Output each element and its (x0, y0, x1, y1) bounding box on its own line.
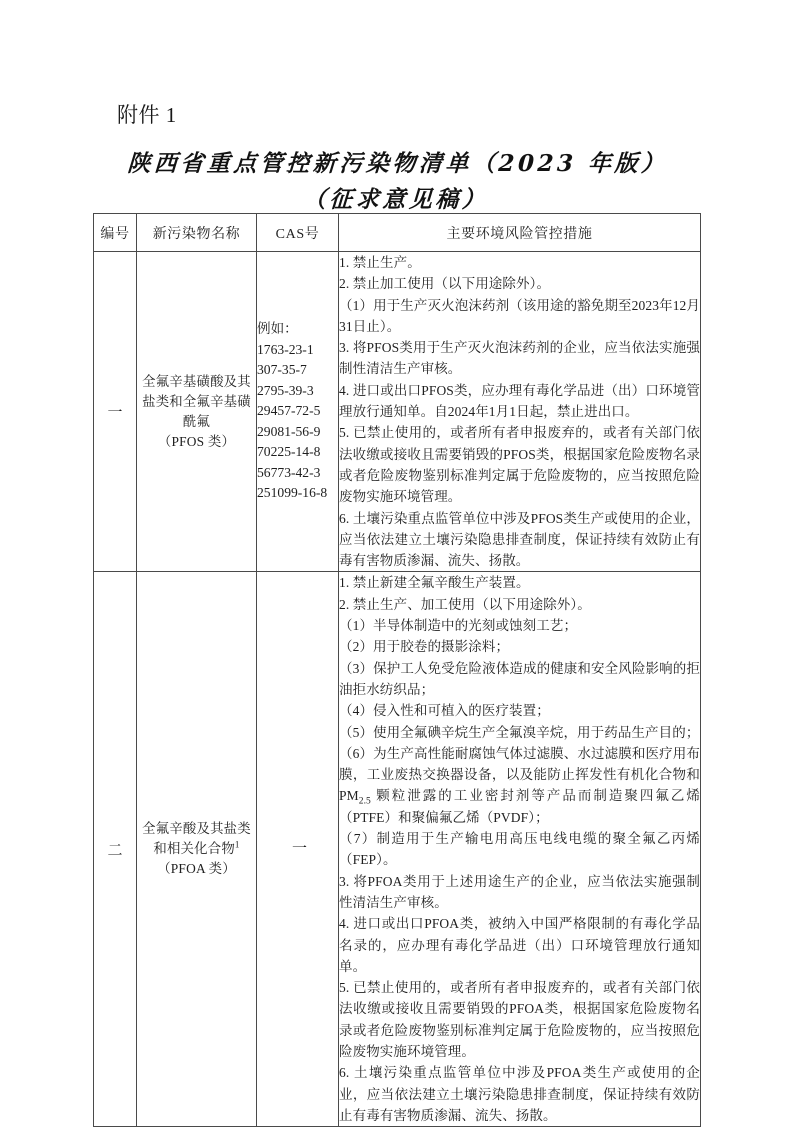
row-index-cell: 二 (94, 572, 137, 1127)
control-measure-item: 6. 土壤污染重点监管单位中涉及PFOS类生产或使用的企业，应当依法建立土壤污染隐患排查制度，保证持续有效防止有毒有害物质渗漏、流失、扬散。 (339, 510, 700, 569)
table-row (94, 252, 701, 572)
column-header-name: 新污染物名称 (137, 214, 257, 252)
pollutant-name-cell (137, 572, 257, 1127)
control-measure-item: （1）半导体制造中的光刻或蚀刻工艺； (339, 618, 578, 634)
control-measures-cell (339, 252, 701, 572)
pollutant-name-text: 全氟辛基磺酸及其盐类和全氟辛基磺酰氟 (142, 373, 251, 429)
cas-number: 307-35-7 (257, 362, 307, 378)
control-measure-item: 1. 禁止新建全氟辛酸生产装置。 (339, 575, 530, 591)
control-measure-item: 6. 土壤污染重点监管单位中涉及PFOA类生产或使用的企业，应当依法建立土壤污染隐患排查制度，保证持续有效防止有毒有害物质渗漏、流失、扬散。 (339, 1065, 700, 1123)
control-measure-item: （3）保护工人免受危险液体造成的健康和安全风险影响的拒油拒水纺织品； (339, 660, 700, 697)
footnote-marker: 1 (234, 839, 240, 850)
column-header-cas: CAS号 (257, 214, 339, 252)
control-measure-item: 3. 将PFOS类用于生产灭火泡沫药剂的企业，应当依法实施强制性清洁生产审核。 (339, 340, 700, 377)
cas-number: 29081-56-9 (257, 423, 321, 439)
table-body (94, 252, 701, 1127)
control-measure-item: 2. 禁止生产、加工使用（以下用途除外）。 (339, 596, 591, 612)
row-index-cell: 一 (94, 252, 137, 572)
cas-number: 29457-72-5 (257, 403, 321, 419)
control-measure-item: （2）用于胶卷的摄影涂料； (339, 639, 510, 655)
pm-subscript: 2.5 (358, 797, 371, 808)
control-measure-item: （4）侵入性和可植入的医疗装置； (339, 703, 550, 719)
pollutant-table-container (93, 213, 700, 1127)
control-measure-item: 4. 进口或出口PFOS类，应办理有毒化学品进（出）口环境管理放行通知单。自2024年1月1日起，禁止进出口。 (339, 382, 700, 420)
pollutant-abbreviation: （PFOS 类） (157, 433, 236, 449)
pollutant-abbreviation: （PFOA 类） (157, 861, 236, 877)
table-row (94, 572, 701, 1127)
column-header-measures: 主要环境风险管控措施 (339, 214, 701, 252)
cas-number: 251099-16-8 (257, 485, 328, 501)
control-measure-item: 1. 禁止生产。 (339, 255, 421, 270)
column-header-no: 编号 (94, 214, 137, 252)
cas-label: 例如： (257, 321, 298, 337)
page-title-line1: 陕西省重点管控新污染物清单（2023 年版） (126, 150, 669, 177)
control-measure-item: （5）使用全氟碘辛烷生产全氟溴辛烷，用于药品生产目的； (339, 724, 700, 740)
cas-number: 1763-23-1 (257, 341, 314, 357)
cas-number: 2795-39-3 (257, 382, 314, 398)
control-measure-item: 4. 进口或出口PFOA类，被纳入中国严格限制的有毒化学品名录的，应办理有毒化学品进（出）口环境管理放行通知单。 (339, 916, 700, 974)
table-header (94, 214, 701, 252)
control-measure-item: 2. 禁止加工使用（以下用途除外）。 (339, 276, 551, 292)
page-title-line2: （征求意见稿） (302, 186, 490, 213)
control-measure-item: 3. 将PFOA类用于上述用途生产的企业，应当依法实施强制性清洁生产审核。 (339, 873, 700, 910)
control-measure-item: （7）制造用于生产输电用高压电线电缆的聚全氟乙丙烯（FEP）。 (339, 831, 700, 868)
control-measures-cell (339, 572, 701, 1127)
pollutant-name-cell (137, 252, 257, 572)
table-header-row (94, 214, 701, 252)
control-measure-item: （6）为生产高性能耐腐蚀气体过滤膜、水过滤膜和医疗用布膜，工业废热交换器设备，以及能防止挥发性有机化合物和 $PM_{2.5}$ 颗粒泄露的工业密封剂等产品而制造聚四氟乙烯（PTFE）和聚偏氟乙烯（PVDF）； (339, 745, 700, 825)
pollutant-control-table (93, 213, 701, 1127)
page-title (91, 146, 702, 218)
control-measure-item: 5. 已禁止使用的，或者所有者申报废弃的，或者有关部门依法收缴或接收且需要销毁的PFOA类，根据国家危险废物名录或者危险废物鉴别标准判定属于危险废物的，应当按照危险废物实施环境管理。 (339, 980, 700, 1059)
cas-number: 70225-14-8 (257, 444, 321, 460)
cas-number-cell (257, 252, 339, 572)
control-measure-item: 5. 已禁止使用的，或者所有者申报废弃的，或者有关部门依法收缴或接收且需要销毁的PFOS类，根据国家危险废物名录或者危险废物鉴别标准判定属于危险废物的，应当按照危险废物实施环境管理。 (339, 425, 700, 505)
pollutant-name-text: 全氟辛酸及其盐类和相关化合物 (142, 821, 251, 857)
attachment-label: 附件 1 (117, 103, 177, 127)
control-measure-item: （1）用于生产灭火泡沫药剂（该用途的豁免期至2023年12月31日止）。 (339, 297, 700, 334)
cas-number: 56773-42-3 (257, 464, 321, 480)
cas-number-cell: 一 (257, 572, 339, 1127)
